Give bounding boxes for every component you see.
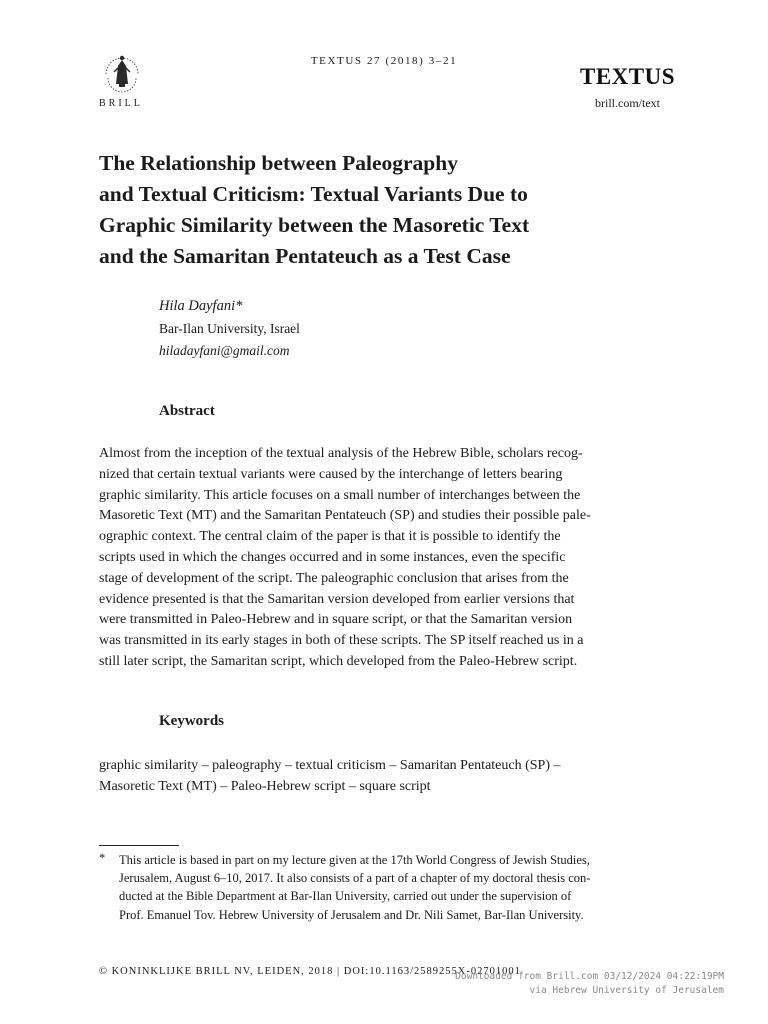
journal-citation: TEXTUS 27 (2018) 3–21 [310, 55, 458, 67]
title-line: and Textual Criticism: Textual Variants Due to [99, 182, 528, 206]
article-title [99, 148, 689, 272]
abstract-heading: Abstract [159, 403, 215, 419]
journal-logo: TEXTUS [580, 64, 676, 89]
journal-url-link[interactable]: brill.com/text [595, 96, 660, 110]
title-line: and the Samaritan Pentateuch as a Test Case [99, 244, 511, 268]
abstract-line: nized that certain textual variants were caused by the interchange of letters bearing [99, 466, 563, 482]
author-affiliation: Bar-Ilan University, Israel [159, 321, 300, 336]
publisher-name: BRILL [99, 98, 143, 109]
footnote-line: ducted at the Bible Department at Bar-Ilan University, carried out under the supervision of [119, 889, 572, 904]
footnote-line: Prof. Emanuel Tov. Hebrew University of Jerusalem and Dr. Nili Samet, Bar-Ilan University. [119, 907, 584, 922]
footnote-line: This article is based in part on my lecture given at the 17th World Congress of Jewish Studies, [119, 853, 590, 867]
watermark-line: via Hebrew University of Jerusalem [529, 984, 724, 996]
author-name: Hila Dayfani* [159, 298, 243, 314]
keywords-line: Masoretic Text (MT) – Paleo-Hebrew script – square script [99, 778, 431, 794]
abstract-line: still later script, the Samaritan script, which developed from the Paleo-Hebrew script. [99, 653, 578, 669]
watermark-line: Downloaded from Brill.com 03/12/2024 04:22:19PM [455, 971, 724, 982]
abstract-line: scripts used in which the changes occurred and in some instances, even the specific [99, 549, 566, 565]
keywords-text [99, 756, 669, 798]
author-email-link[interactable]: hiladayfani@gmail.com [159, 343, 290, 358]
abstract-line: stage of development of the script. The paleographic conclusion that arises from the [99, 570, 569, 586]
abstract-line: graphic similarity. This article focuses on a small number of interchanges between the [99, 487, 581, 503]
abstract-line: Almost from the inception of the textual analysis of the Hebrew Bible, scholars recog- [99, 446, 583, 461]
brill-seal-icon [100, 44, 144, 96]
title-line: The Relationship between Paleography [99, 151, 458, 175]
keywords-heading: Keywords [159, 713, 224, 729]
download-watermark [400, 970, 724, 997]
title-line: Graphic Similarity between the Masoretic Text [99, 213, 530, 237]
keywords-line: graphic similarity – paleography – textual criticism – Samaritan Pentateuch (SP) – [99, 758, 561, 773]
footnote-text [119, 851, 679, 924]
abstract-line: was transmitted in its early stages in both of these scripts. The SP itself reached us in a [99, 633, 584, 649]
footnote-divider [99, 845, 179, 846]
abstract-text [99, 444, 669, 673]
abstract-line: evidence presented is that the Samaritan version developed from earlier versions that [99, 591, 575, 607]
footnote-marker: * [99, 851, 106, 865]
copyright-line: © KONINKLIJKE BRILL NV, LEIDEN, 2018 | DOI:10.1163/2589255X-02701001 [99, 966, 521, 977]
abstract-line: were transmitted in Paleo-Hebrew and in square script, or that the Samaritan version [99, 612, 573, 628]
footnote-line: Jerusalem, August 6–10, 2017. It also consists of a part of a chapter of my doctoral thesis con- [119, 871, 591, 886]
abstract-line: ographic context. The central claim of the paper is that it is possible to identify the [99, 529, 561, 545]
abstract-line: Masoretic Text (MT) and the Samaritan Pentateuch (SP) and studies their possible pale- [99, 508, 591, 524]
